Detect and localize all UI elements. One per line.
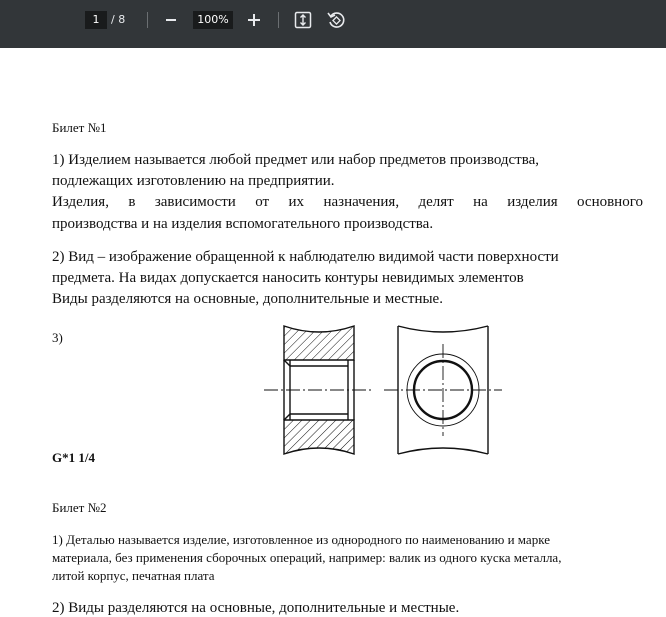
ticket-1-q2-line-3: Виды разделяются на основные, дополнительные и местные. <box>52 291 443 307</box>
zoom-level-input[interactable]: 100% <box>193 11 233 29</box>
document-page <box>0 48 666 616</box>
zoom-out-icon[interactable] <box>162 10 180 30</box>
ticket-2-q1-line-3: литой корпус, печатная плата <box>52 568 215 583</box>
page-count: / 8 <box>111 13 126 26</box>
ticket-2-q2-line: 2) Виды разделяются на основные, дополнительные и местные. <box>52 600 460 616</box>
rotate-icon[interactable] <box>326 10 346 30</box>
ticket-2-title: Билет №2 <box>52 500 107 515</box>
ticket-1-q1-line-2: подлежащих изготовлению на предприятии. <box>52 173 335 189</box>
ticket-2-q1-line-1: 1) Деталью называется изделие, изготовленное из однородного по наименованию и марке <box>52 532 550 547</box>
toolbar-divider <box>147 12 148 28</box>
technical-drawing <box>262 324 512 456</box>
ticket-1-q1-line-3: Изделия, в зависимости от их назначения, делят на изделия основного <box>52 194 643 210</box>
zoom-in-icon[interactable] <box>245 10 263 30</box>
ticket-1-title: Билет №1 <box>52 120 107 135</box>
toolbar-divider <box>278 12 279 28</box>
ticket-2-q1-line-2: материала, без применения сборочных операций, например: валик из одного куска металла, <box>52 550 562 565</box>
ticket-1-q1-line-1: 1) Изделием называется любой предмет или набор предметов производства, <box>52 152 540 168</box>
page-number-input[interactable]: 1 <box>85 11 107 29</box>
pdf-toolbar <box>0 0 666 48</box>
ticket-1-q2-line-1: 2) Вид – изображение обращенной к наблюдателю видимой части поверхности <box>52 249 559 265</box>
ticket-1-q1-line-4: производства и на изделия вспомогательного производства. <box>52 216 434 232</box>
fit-to-page-icon[interactable] <box>294 11 312 29</box>
thread-code: G*1 1/4 <box>52 450 95 465</box>
ticket-1-q3-label: 3) <box>52 330 63 345</box>
ticket-1-q2-line-2: предмета. На видах допускается наносить контуры невидимых элементов <box>52 270 524 286</box>
